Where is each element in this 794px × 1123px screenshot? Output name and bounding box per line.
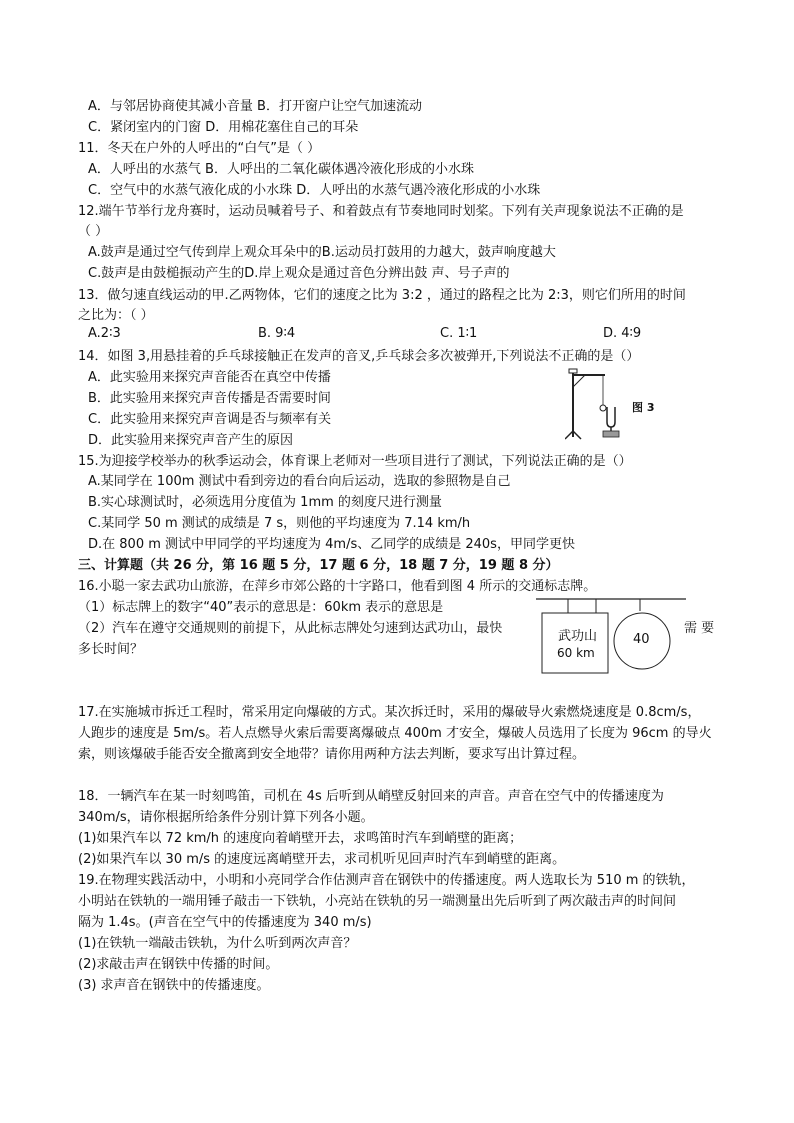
q12-paren: （ ） xyxy=(78,224,109,239)
q17-stem-2: 人跑步的速度是 5m/s。若人点燃导火索后需要离爆破点 400m 才安全，爆破人员选用了长度为 96cm 的导火 xyxy=(78,726,712,741)
q13-stem-2: 之比为：（ ） xyxy=(78,308,154,323)
q13-options xyxy=(0,324,794,344)
q15-option-c: C.某同学 50 m 测试的成绩是 7 s，则他的平均速度为 7.14 km/h xyxy=(88,516,471,531)
q15-option-a: A.某同学在 100m 测试中看到旁边的看台向后运动，选取的参照物是自己 xyxy=(88,474,511,489)
q11-option-ab: A．人呼出的水蒸气 B．人呼出的二氧化碳体遇冷液化形成的小水珠 xyxy=(88,162,474,177)
q15-stem: 15.为迎接学校举办的秋季运动会，体育课上老师对一些项目进行了测试，下列说法正确的是（） xyxy=(78,454,632,469)
q10-option-ab: A．与邻居协商使其减小音量 B．打开窗户让空气加速流动 xyxy=(88,99,422,114)
q18-part-2: (2)如果汽车以 30 m/s 的速度远离峭壁开去，求司机听见回声时汽车到峭壁的距离。 xyxy=(78,852,566,867)
sign-speed-limit: 40 xyxy=(633,632,650,647)
q19-part-3: (3) 求声音在钢铁中的传播速度。 xyxy=(78,978,270,993)
q12-stem: 12.端午节举行龙舟赛时，运动员喊着号子、和着鼓点有节奏地同时划桨。下列有关声现象说法不正确的是 xyxy=(78,204,684,219)
q13-stem: 13．做匀速直线运动的甲.乙两物体，它们的速度之比为 3:2 ，通过的路程之比为 2:3，则它们所用的时间 xyxy=(78,288,686,303)
q12-option-cd: C.鼓声是由鼓槌振动产生的D.岸上观众是通过音色分辨出鼓 声、号子声的 xyxy=(88,266,510,281)
q11-stem: 11．冬天在户外的人呼出的“白气”是（ ） xyxy=(78,141,321,156)
q14-option-c: C．此实验用来探究声音调是否与频率有关 xyxy=(88,412,332,427)
section-3-heading: 三、计算题（共 26 分，第 16 题 5 分，17 题 6 分，18 题 7 分，19 题 8 分） xyxy=(78,558,559,573)
q16-part-2: （2）汽车在遵守交通规则的前提下，从此标志牌处匀速到达武功山，最快 xyxy=(78,621,503,636)
q19-part-2: (2)求敲击声在钢铁中传播的时间。 xyxy=(78,957,279,972)
q18-stem-2: 340m/s，请你根据所给条件分别计算下列各小题。 xyxy=(78,810,374,825)
tuning-fork-figure xyxy=(565,367,625,441)
q18-part-1: (1)如果汽车以 72 km/h 的速度向着峭壁开去，求鸣笛时汽车到峭壁的距离； xyxy=(78,831,523,846)
q13-option-c: C. 1∶1 xyxy=(440,326,478,341)
q11-option-cd: C．空气中的水蒸气液化成的小水珠 D．人呼出的水蒸气遇冷液化形成的小水珠 xyxy=(88,183,541,198)
q12-option-ab: A.鼓声是通过空气传到岸上观众耳朵中的B.运动员打鼓用的力越大，鼓声响度越大 xyxy=(88,245,556,260)
q18-stem: 18．一辆汽车在某一时刻鸣笛，司机在 4s 后听到从峭壁反射回来的声音。声音在空气中的传播速度为 xyxy=(78,789,664,804)
q16-stem: 16.小聪一家去武功山旅游，在萍乡市郊公路的十字路口，他看到图 4 所示的交通标志牌。 xyxy=(78,579,597,594)
q19-stem: 19.在物理实践活动中，小明和小亮同学合作估测声音在钢铁中的传播速度。两人选取长为 510 m 的铁轨， xyxy=(78,873,695,888)
sign-place-name: 武功山 xyxy=(558,629,598,644)
q14-option-b: B．此实验用来探究声音传播是否需要时间 xyxy=(88,391,331,406)
q16-part-2-cont: 多长时间？ xyxy=(78,642,144,657)
q13-option-d: D. 4∶9 xyxy=(603,326,642,341)
q16-part-1: （1）标志牌上的数字“40”表示的意思是：60km 表示的意思是 xyxy=(78,600,444,615)
figure-3-label: 图 3 xyxy=(632,401,655,414)
q17-stem: 17.在实施城市拆迁工程时，常采用定向爆破的方式。某次拆迁时，采用的爆破导火索燃烧速度是 0.8cm/s， xyxy=(78,705,701,720)
q10-option-cd: C．紧闭室内的门窗 D．用棉花塞住自己的耳朵 xyxy=(88,120,359,135)
q17-stem-3: 索，则该爆破手能否安全撤离到安全地带？请你用两种方法去判断，要求写出计算过程。 xyxy=(78,747,586,762)
q13-option-a: A.2∶3 xyxy=(88,326,121,341)
q15-option-d: D.在 800 m 测试中甲同学的平均速度为 4m/s、乙同学的成绩是 240s，甲同学更快 xyxy=(88,537,575,552)
q16-part-2-end: 需 要 xyxy=(684,621,715,636)
q14-option-a: A．此实验用来探究声音能否在真空中传播 xyxy=(88,370,331,385)
q14-option-d: D．此实验用来探究声音产生的原因 xyxy=(88,433,294,448)
q19-stem-3: 隔为 1.4s。(声音在空气中的传播速度为 340 m/s) xyxy=(78,915,372,930)
q14-stem: 14．如图 3,用悬挂着的乒乓球接触正在发声的音叉,乒乓球会多次被弹开,下列说法不正确的是（） xyxy=(78,349,640,364)
q19-part-1: (1)在铁轨一端敲击铁轨，为什么听到两次声音？ xyxy=(78,936,357,951)
q15-option-b: B.实心球测试时，必须选用分度值为 1mm 的刻度尺进行测量 xyxy=(88,495,442,510)
q19-stem-2: 小明站在铁轨的一端用锤子敲击一下铁轨，小亮站在铁轨的另一端测量出先后听到了两次敲击声的时间间 xyxy=(78,894,677,909)
sign-distance: 60 km xyxy=(557,646,595,660)
q13-option-b: B. 9∶4 xyxy=(258,326,296,341)
